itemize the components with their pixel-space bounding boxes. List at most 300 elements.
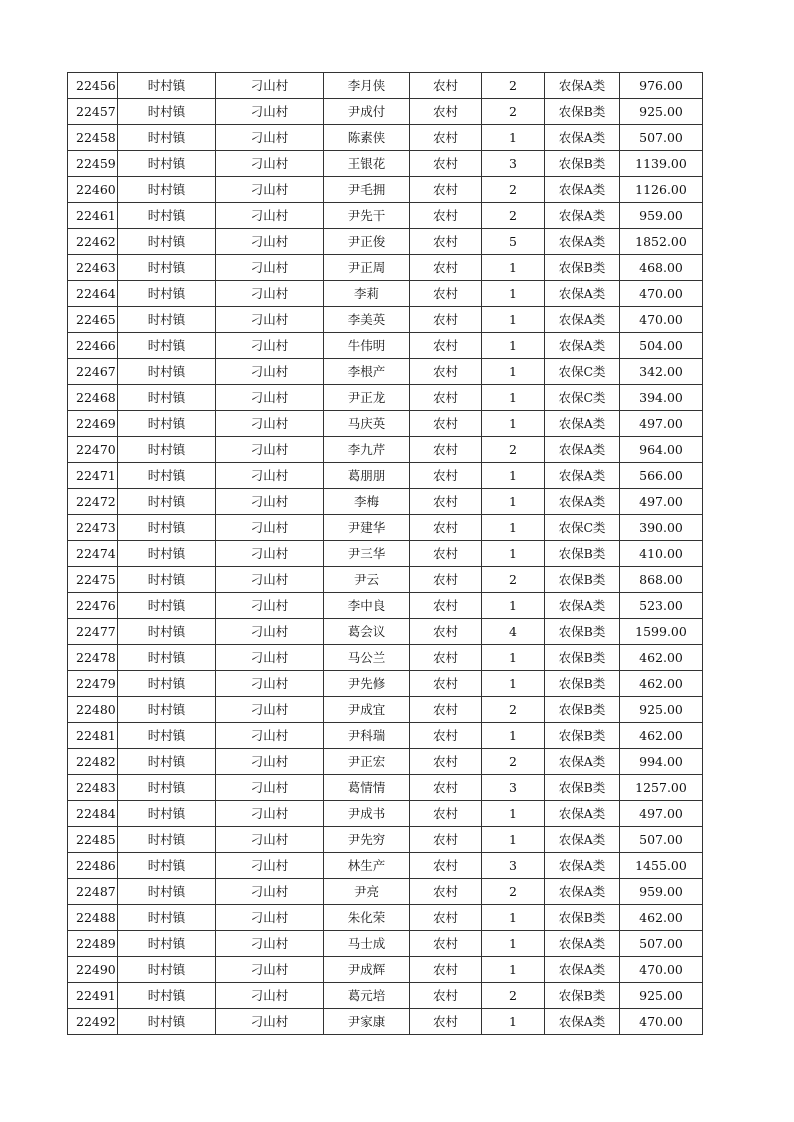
village-cell: 刁山村 [216,125,324,151]
household-type-cell: 农村 [410,775,482,801]
table-row [68,307,703,333]
town-cell: 时村镇 [118,151,216,177]
member-count-cell: 2 [482,749,545,775]
village-cell: 刁山村 [216,723,324,749]
village-cell: 刁山村 [216,749,324,775]
village-cell: 刁山村 [216,593,324,619]
name-cell: 李根产 [324,359,410,385]
town-cell: 时村镇 [118,73,216,99]
town-cell: 时村镇 [118,879,216,905]
member-count-cell: 1 [482,931,545,957]
amount-cell: 868.00 [620,567,703,593]
member-count-cell: 1 [482,593,545,619]
amount-cell: 394.00 [620,385,703,411]
village-cell: 刁山村 [216,905,324,931]
household-type-cell: 农村 [410,697,482,723]
table-row [68,73,703,99]
village-cell: 刁山村 [216,801,324,827]
member-count-cell: 2 [482,99,545,125]
insurance-category-cell: 农保C类 [545,359,620,385]
insurance-category-cell: 农保A类 [545,281,620,307]
town-cell: 时村镇 [118,229,216,255]
record-id-cell: 22467 [68,359,118,385]
member-count-cell: 1 [482,411,545,437]
table-row [68,879,703,905]
town-cell: 时村镇 [118,619,216,645]
village-cell: 刁山村 [216,775,324,801]
records-table-body [68,73,703,1035]
member-count-cell: 3 [482,775,545,801]
town-cell: 时村镇 [118,333,216,359]
amount-cell: 1852.00 [620,229,703,255]
town-cell: 时村镇 [118,671,216,697]
member-count-cell: 3 [482,853,545,879]
record-id-cell: 22485 [68,827,118,853]
name-cell: 朱化荣 [324,905,410,931]
table-row [68,515,703,541]
amount-cell: 390.00 [620,515,703,541]
household-type-cell: 农村 [410,385,482,411]
record-id-cell: 22465 [68,307,118,333]
name-cell: 尹正宏 [324,749,410,775]
village-cell: 刁山村 [216,385,324,411]
insurance-category-cell: 农保A类 [545,957,620,983]
table-row [68,853,703,879]
name-cell: 牛伟明 [324,333,410,359]
insurance-category-cell: 农保B类 [545,255,620,281]
table-row [68,567,703,593]
name-cell: 陈素侠 [324,125,410,151]
village-cell: 刁山村 [216,827,324,853]
amount-cell: 410.00 [620,541,703,567]
amount-cell: 959.00 [620,203,703,229]
record-id-cell: 22488 [68,905,118,931]
name-cell: 尹先干 [324,203,410,229]
town-cell: 时村镇 [118,255,216,281]
record-id-cell: 22481 [68,723,118,749]
insurance-category-cell: 农保A类 [545,125,620,151]
record-id-cell: 22457 [68,99,118,125]
village-cell: 刁山村 [216,99,324,125]
name-cell: 李美英 [324,307,410,333]
town-cell: 时村镇 [118,801,216,827]
household-type-cell: 农村 [410,853,482,879]
insurance-category-cell: 农保A类 [545,203,620,229]
record-id-cell: 22480 [68,697,118,723]
amount-cell: 925.00 [620,983,703,1009]
village-cell: 刁山村 [216,73,324,99]
name-cell: 尹先穷 [324,827,410,853]
village-cell: 刁山村 [216,671,324,697]
amount-cell: 1599.00 [620,619,703,645]
member-count-cell: 1 [482,1009,545,1035]
record-id-cell: 22479 [68,671,118,697]
table-row [68,359,703,385]
household-type-cell: 农村 [410,99,482,125]
member-count-cell: 3 [482,151,545,177]
member-count-cell: 4 [482,619,545,645]
table-row [68,671,703,697]
record-id-cell: 22486 [68,853,118,879]
table-row [68,905,703,931]
table-row [68,385,703,411]
table-row [68,749,703,775]
name-cell: 葛情情 [324,775,410,801]
household-type-cell: 农村 [410,203,482,229]
amount-cell: 497.00 [620,411,703,437]
household-type-cell: 农村 [410,229,482,255]
member-count-cell: 1 [482,671,545,697]
amount-cell: 507.00 [620,931,703,957]
insurance-category-cell: 农保C类 [545,515,620,541]
record-id-cell: 22482 [68,749,118,775]
household-type-cell: 农村 [410,749,482,775]
member-count-cell: 1 [482,801,545,827]
member-count-cell: 1 [482,489,545,515]
household-type-cell: 农村 [410,541,482,567]
household-type-cell: 农村 [410,151,482,177]
village-cell: 刁山村 [216,1009,324,1035]
table-row [68,541,703,567]
name-cell: 尹家康 [324,1009,410,1035]
insurance-category-cell: 农保A类 [545,853,620,879]
name-cell: 李梅 [324,489,410,515]
insurance-category-cell: 农保B类 [545,619,620,645]
records-table [67,72,703,1035]
record-id-cell: 22456 [68,73,118,99]
member-count-cell: 2 [482,177,545,203]
amount-cell: 462.00 [620,645,703,671]
table-row [68,463,703,489]
insurance-category-cell: 农保A类 [545,593,620,619]
town-cell: 时村镇 [118,983,216,1009]
record-id-cell: 22484 [68,801,118,827]
amount-cell: 497.00 [620,801,703,827]
household-type-cell: 农村 [410,255,482,281]
amount-cell: 497.00 [620,489,703,515]
record-id-cell: 22472 [68,489,118,515]
town-cell: 时村镇 [118,1009,216,1035]
table-row [68,203,703,229]
amount-cell: 964.00 [620,437,703,463]
town-cell: 时村镇 [118,541,216,567]
household-type-cell: 农村 [410,1009,482,1035]
household-type-cell: 农村 [410,957,482,983]
village-cell: 刁山村 [216,437,324,463]
insurance-category-cell: 农保B类 [545,905,620,931]
village-cell: 刁山村 [216,931,324,957]
amount-cell: 462.00 [620,671,703,697]
name-cell: 尹正周 [324,255,410,281]
amount-cell: 470.00 [620,1009,703,1035]
town-cell: 时村镇 [118,281,216,307]
household-type-cell: 农村 [410,125,482,151]
household-type-cell: 农村 [410,489,482,515]
insurance-category-cell: 农保B类 [545,697,620,723]
household-type-cell: 农村 [410,359,482,385]
name-cell: 尹成宜 [324,697,410,723]
town-cell: 时村镇 [118,437,216,463]
name-cell: 尹成付 [324,99,410,125]
record-id-cell: 22460 [68,177,118,203]
name-cell: 尹正俊 [324,229,410,255]
member-count-cell: 1 [482,307,545,333]
member-count-cell: 1 [482,905,545,931]
insurance-category-cell: 农保B类 [545,645,620,671]
member-count-cell: 2 [482,983,545,1009]
member-count-cell: 1 [482,463,545,489]
household-type-cell: 农村 [410,593,482,619]
village-cell: 刁山村 [216,151,324,177]
household-type-cell: 农村 [410,515,482,541]
insurance-category-cell: 农保A类 [545,749,620,775]
name-cell: 尹建华 [324,515,410,541]
town-cell: 时村镇 [118,411,216,437]
insurance-category-cell: 农保A类 [545,333,620,359]
household-type-cell: 农村 [410,177,482,203]
town-cell: 时村镇 [118,957,216,983]
table-row [68,489,703,515]
member-count-cell: 2 [482,203,545,229]
town-cell: 时村镇 [118,489,216,515]
table-row [68,281,703,307]
amount-cell: 504.00 [620,333,703,359]
insurance-category-cell: 农保B类 [545,983,620,1009]
name-cell: 王银花 [324,151,410,177]
village-cell: 刁山村 [216,229,324,255]
name-cell: 尹成辉 [324,957,410,983]
household-type-cell: 农村 [410,931,482,957]
amount-cell: 470.00 [620,957,703,983]
household-type-cell: 农村 [410,281,482,307]
amount-cell: 1455.00 [620,853,703,879]
table-row [68,99,703,125]
household-type-cell: 农村 [410,645,482,671]
town-cell: 时村镇 [118,931,216,957]
amount-cell: 523.00 [620,593,703,619]
amount-cell: 507.00 [620,125,703,151]
village-cell: 刁山村 [216,411,324,437]
insurance-category-cell: 农保B类 [545,151,620,177]
table-row [68,801,703,827]
record-id-cell: 22487 [68,879,118,905]
amount-cell: 468.00 [620,255,703,281]
village-cell: 刁山村 [216,619,324,645]
table-row [68,957,703,983]
table-row [68,931,703,957]
member-count-cell: 1 [482,541,545,567]
member-count-cell: 2 [482,73,545,99]
name-cell: 马公兰 [324,645,410,671]
name-cell: 李中良 [324,593,410,619]
town-cell: 时村镇 [118,125,216,151]
amount-cell: 470.00 [620,307,703,333]
village-cell: 刁山村 [216,515,324,541]
name-cell: 李月侠 [324,73,410,99]
amount-cell: 566.00 [620,463,703,489]
name-cell: 尹云 [324,567,410,593]
member-count-cell: 1 [482,125,545,151]
village-cell: 刁山村 [216,177,324,203]
record-id-cell: 22491 [68,983,118,1009]
record-id-cell: 22471 [68,463,118,489]
village-cell: 刁山村 [216,307,324,333]
table-row [68,827,703,853]
amount-cell: 470.00 [620,281,703,307]
household-type-cell: 农村 [410,827,482,853]
household-type-cell: 农村 [410,307,482,333]
insurance-category-cell: 农保A类 [545,879,620,905]
town-cell: 时村镇 [118,749,216,775]
household-type-cell: 农村 [410,905,482,931]
village-cell: 刁山村 [216,463,324,489]
record-id-cell: 22459 [68,151,118,177]
table-row [68,1009,703,1035]
member-count-cell: 1 [482,827,545,853]
village-cell: 刁山村 [216,255,324,281]
insurance-category-cell: 农保A类 [545,827,620,853]
name-cell: 尹先修 [324,671,410,697]
village-cell: 刁山村 [216,879,324,905]
table-row [68,697,703,723]
village-cell: 刁山村 [216,333,324,359]
record-id-cell: 22476 [68,593,118,619]
household-type-cell: 农村 [410,983,482,1009]
record-id-cell: 22489 [68,931,118,957]
member-count-cell: 1 [482,723,545,749]
amount-cell: 976.00 [620,73,703,99]
table-row [68,125,703,151]
member-count-cell: 2 [482,879,545,905]
name-cell: 尹亮 [324,879,410,905]
member-count-cell: 1 [482,281,545,307]
household-type-cell: 农村 [410,567,482,593]
household-type-cell: 农村 [410,801,482,827]
name-cell: 尹正龙 [324,385,410,411]
village-cell: 刁山村 [216,541,324,567]
amount-cell: 994.00 [620,749,703,775]
table-row [68,723,703,749]
insurance-category-cell: 农保B类 [545,567,620,593]
amount-cell: 1257.00 [620,775,703,801]
table-row [68,775,703,801]
town-cell: 时村镇 [118,307,216,333]
town-cell: 时村镇 [118,593,216,619]
name-cell: 葛元培 [324,983,410,1009]
insurance-category-cell: 农保A类 [545,1009,620,1035]
town-cell: 时村镇 [118,567,216,593]
town-cell: 时村镇 [118,515,216,541]
name-cell: 尹三华 [324,541,410,567]
town-cell: 时村镇 [118,645,216,671]
insurance-category-cell: 农保A类 [545,437,620,463]
village-cell: 刁山村 [216,489,324,515]
name-cell: 李莉 [324,281,410,307]
village-cell: 刁山村 [216,281,324,307]
amount-cell: 507.00 [620,827,703,853]
member-count-cell: 1 [482,515,545,541]
insurance-category-cell: 农保A类 [545,411,620,437]
insurance-category-cell: 农保B类 [545,671,620,697]
amount-cell: 342.00 [620,359,703,385]
village-cell: 刁山村 [216,645,324,671]
table-row [68,255,703,281]
member-count-cell: 1 [482,255,545,281]
record-id-cell: 22462 [68,229,118,255]
household-type-cell: 农村 [410,333,482,359]
record-id-cell: 22483 [68,775,118,801]
village-cell: 刁山村 [216,203,324,229]
name-cell: 马庆英 [324,411,410,437]
village-cell: 刁山村 [216,957,324,983]
household-type-cell: 农村 [410,671,482,697]
record-id-cell: 22464 [68,281,118,307]
town-cell: 时村镇 [118,905,216,931]
insurance-category-cell: 农保B类 [545,723,620,749]
town-cell: 时村镇 [118,359,216,385]
record-id-cell: 22490 [68,957,118,983]
member-count-cell: 1 [482,333,545,359]
household-type-cell: 农村 [410,723,482,749]
household-type-cell: 农村 [410,463,482,489]
insurance-category-cell: 农保A类 [545,73,620,99]
insurance-category-cell: 农保A类 [545,177,620,203]
record-id-cell: 22458 [68,125,118,151]
record-id-cell: 22473 [68,515,118,541]
member-count-cell: 5 [482,229,545,255]
town-cell: 时村镇 [118,99,216,125]
table-row [68,333,703,359]
record-id-cell: 22475 [68,567,118,593]
household-type-cell: 农村 [410,879,482,905]
insurance-category-cell: 农保B类 [545,775,620,801]
insurance-category-cell: 农保A类 [545,307,620,333]
table-row [68,229,703,255]
name-cell: 马士成 [324,931,410,957]
record-id-cell: 22463 [68,255,118,281]
amount-cell: 462.00 [620,905,703,931]
household-type-cell: 农村 [410,73,482,99]
town-cell: 时村镇 [118,385,216,411]
household-type-cell: 农村 [410,437,482,463]
amount-cell: 959.00 [620,879,703,905]
name-cell: 李九芹 [324,437,410,463]
town-cell: 时村镇 [118,853,216,879]
table-row [68,983,703,1009]
member-count-cell: 1 [482,957,545,983]
record-id-cell: 22470 [68,437,118,463]
member-count-cell: 1 [482,645,545,671]
insurance-category-cell: 农保A类 [545,229,620,255]
table-row [68,411,703,437]
member-count-cell: 1 [482,359,545,385]
member-count-cell: 2 [482,567,545,593]
town-cell: 时村镇 [118,697,216,723]
amount-cell: 925.00 [620,697,703,723]
town-cell: 时村镇 [118,775,216,801]
name-cell: 葛会议 [324,619,410,645]
village-cell: 刁山村 [216,697,324,723]
town-cell: 时村镇 [118,827,216,853]
household-type-cell: 农村 [410,411,482,437]
village-cell: 刁山村 [216,359,324,385]
insurance-category-cell: 农保C类 [545,385,620,411]
record-id-cell: 22492 [68,1009,118,1035]
table-row [68,151,703,177]
name-cell: 尹科瑞 [324,723,410,749]
amount-cell: 462.00 [620,723,703,749]
table-row [68,593,703,619]
